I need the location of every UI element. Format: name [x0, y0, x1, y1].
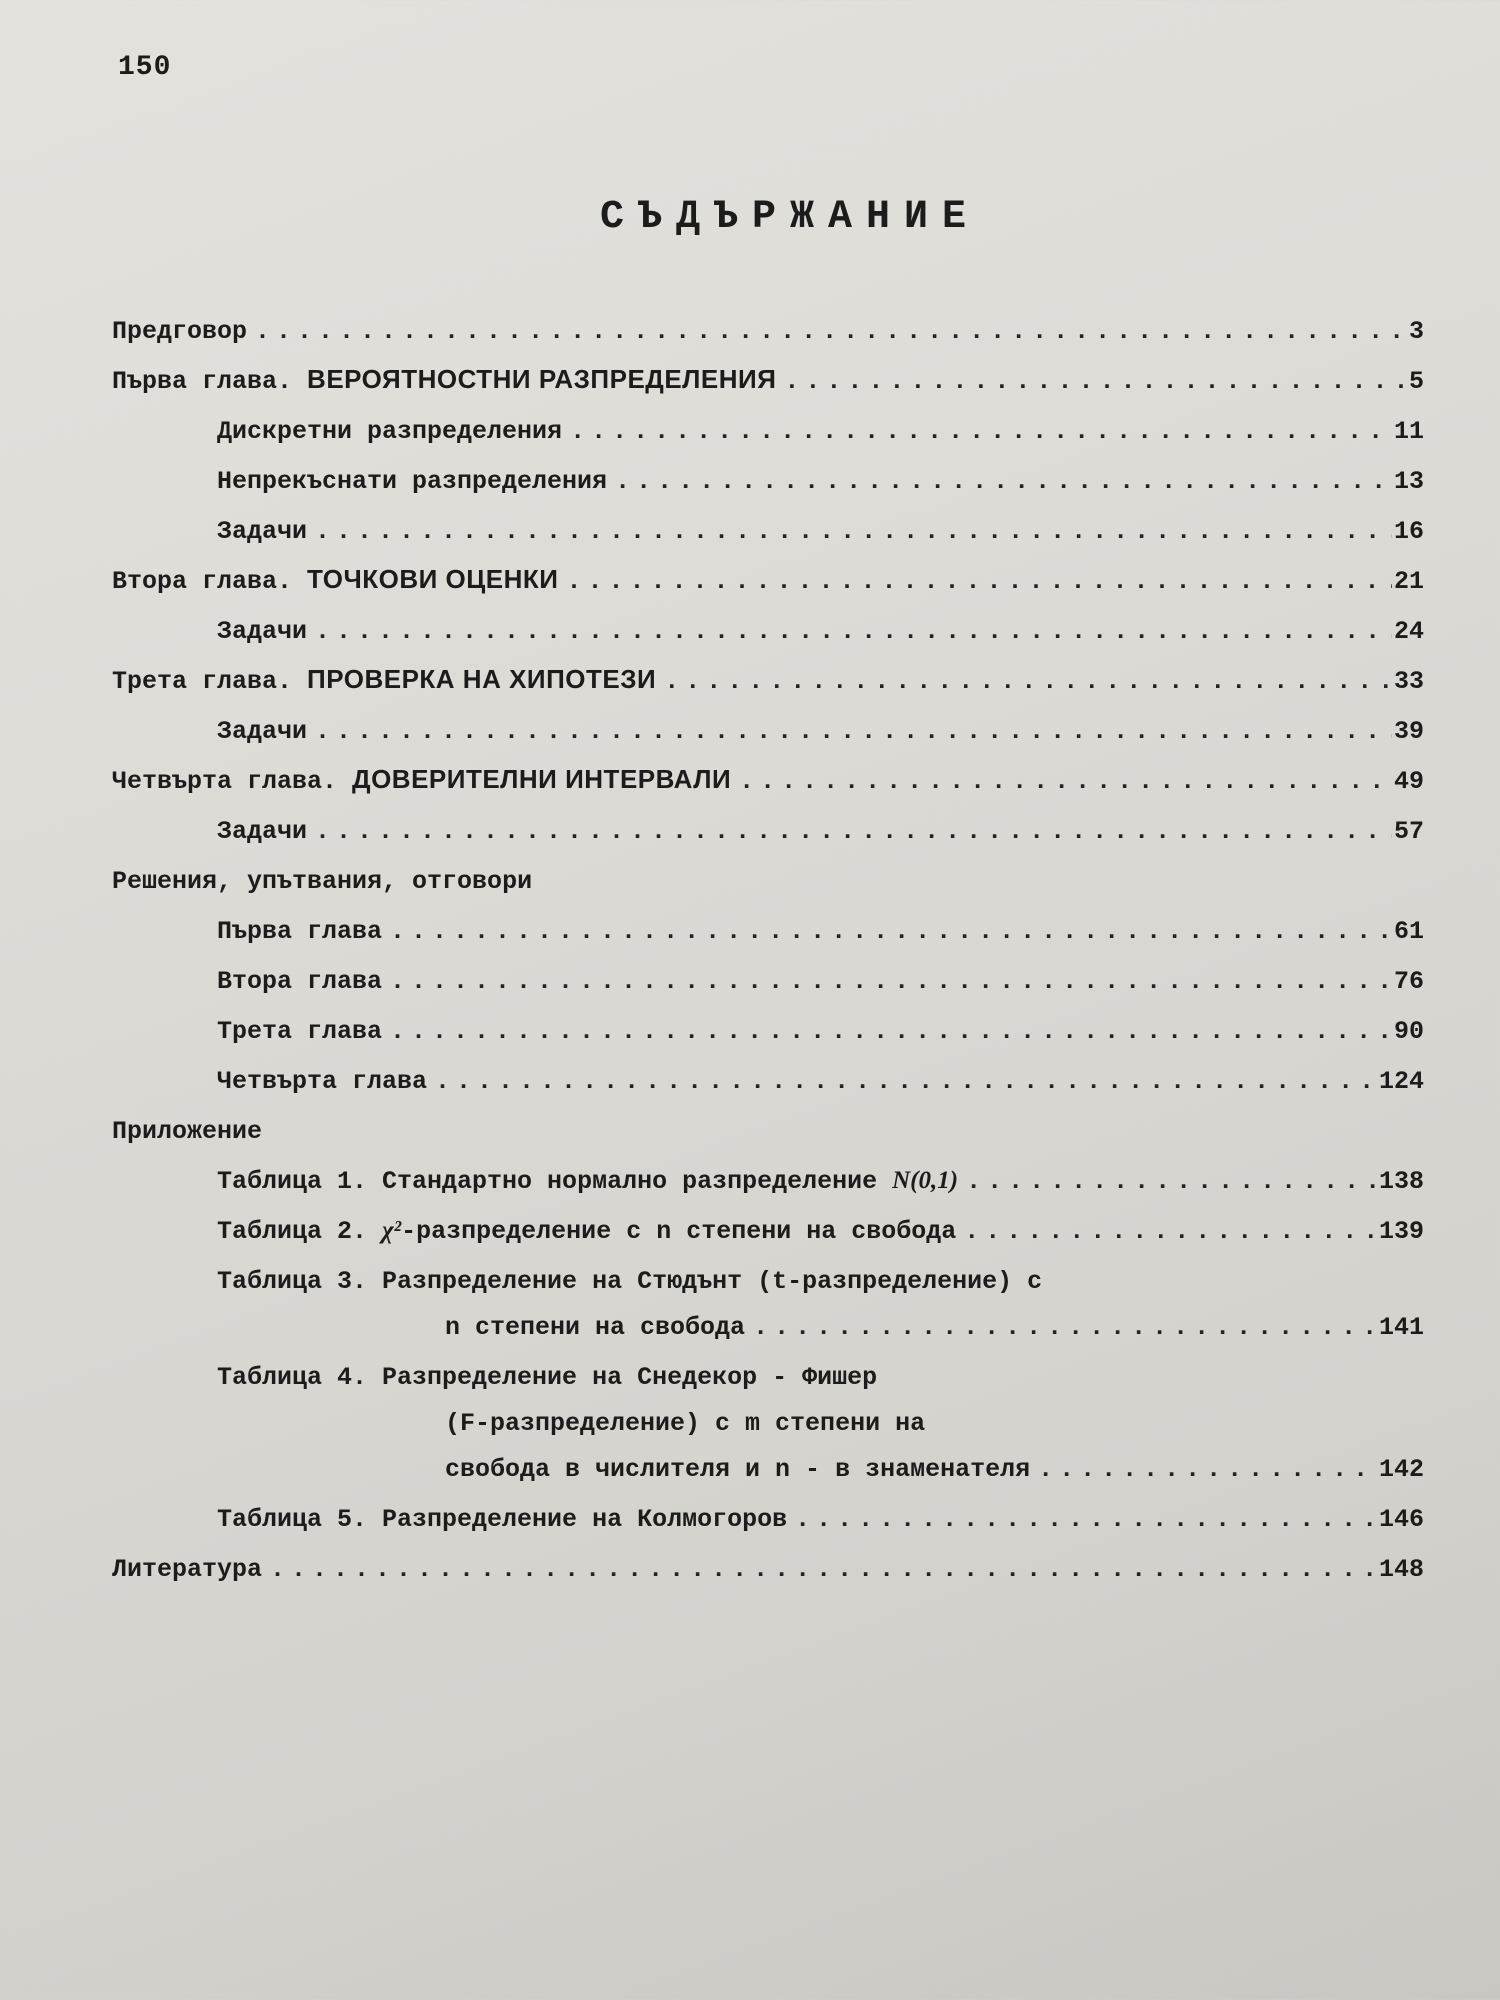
toc-entry-page: 21 — [1393, 567, 1424, 596]
toc-entry-label: (F-разпределение) с m степени на — [445, 1409, 926, 1438]
toc-entry — [112, 996, 1424, 1046]
toc-entry-continuation — [112, 1392, 1424, 1438]
chapter-title: ДОВЕРИТЕЛНИ ИНТЕРВАЛИ — [352, 764, 732, 794]
chapter-prefix: Първа глава. — [112, 367, 308, 396]
toc-entry-label: n степени на свобода — [445, 1313, 746, 1342]
math-notation: N(0,1) — [892, 1167, 959, 1194]
toc-entry-page: 139 — [1378, 1217, 1424, 1246]
dot-leader — [315, 719, 1392, 746]
toc-entry-page: 33 — [1393, 667, 1424, 696]
dot-leader — [1038, 1457, 1377, 1484]
toc-entry — [112, 546, 1424, 596]
toc-entry-label: Литература — [112, 1555, 263, 1584]
toc-entry — [112, 946, 1424, 996]
page-title: СЪДЪРЖАНИЕ — [599, 195, 981, 240]
toc-entry-page: 76 — [1393, 967, 1424, 996]
toc-entry — [112, 696, 1424, 746]
dot-leader — [390, 969, 1392, 996]
dot-leader — [570, 419, 1392, 446]
toc-entry — [112, 796, 1424, 846]
toc-section-heading — [112, 1096, 1424, 1146]
table-prefix: Таблица 5. — [217, 1505, 383, 1534]
toc-entry-label: Решения, упътвания, отговори — [112, 867, 533, 896]
toc-entry-label: Предговор — [112, 317, 248, 346]
dot-leader — [390, 919, 1392, 946]
table-title: -разпределение с n степени на свобода — [401, 1217, 957, 1246]
chapter-prefix: Трета глава. — [112, 667, 308, 696]
toc-entry — [112, 646, 1424, 696]
chapter-title: ТОЧКОВИ ОЦЕНКИ — [307, 564, 559, 594]
toc-entry-label — [112, 664, 664, 696]
toc-entry — [112, 1484, 1424, 1534]
toc-entry-continuation — [112, 1438, 1424, 1484]
toc-entry-label — [112, 564, 566, 596]
toc-entry — [112, 746, 1424, 796]
toc-entry-page: 124 — [1378, 1067, 1424, 1096]
toc-entry — [112, 296, 1424, 346]
table-title: Разпределение на Стюдънт (t-разпределение) с — [382, 1267, 1043, 1296]
toc-entry — [112, 896, 1424, 946]
toc-entry-page: 61 — [1393, 917, 1424, 946]
dot-leader — [315, 519, 1392, 546]
toc-entry-label: Първа глава — [217, 917, 383, 946]
toc-entry-continuation — [112, 1296, 1424, 1342]
table-title: Разпределение на Снедекор - Фишер — [382, 1363, 878, 1392]
dot-leader — [964, 1219, 1377, 1246]
dot-leader — [784, 369, 1407, 396]
toc-entry — [112, 1146, 1424, 1196]
toc-section-heading — [112, 846, 1424, 896]
toc-entry-page: 49 — [1393, 767, 1424, 796]
chapter-prefix: Четвърта глава. — [112, 767, 353, 796]
toc-entry-label: Приложение — [112, 1117, 263, 1146]
dot-leader — [390, 1019, 1392, 1046]
toc-entry — [112, 596, 1424, 646]
toc-entry — [112, 1246, 1424, 1296]
table-title: Стандартно нормално разпределение — [382, 1167, 893, 1196]
math-notation: χ² — [382, 1217, 402, 1244]
toc-entry-label — [217, 1167, 966, 1196]
toc-entry-page: 90 — [1393, 1017, 1424, 1046]
toc-entry — [112, 496, 1424, 546]
table-title: Разпределение на Колмогоров — [382, 1505, 788, 1534]
toc-entry-label: Задачи — [217, 617, 308, 646]
dot-leader — [739, 769, 1392, 796]
toc-entry — [112, 446, 1424, 496]
toc-entry-label — [217, 1267, 1050, 1296]
toc-entry — [112, 1534, 1424, 1584]
table-prefix: Таблица 2. — [217, 1217, 383, 1246]
dot-leader — [795, 1507, 1377, 1534]
chapter-prefix: Втора глава. — [112, 567, 308, 596]
toc-entry-label: Четвърта глава — [217, 1067, 428, 1096]
dot-leader — [966, 1169, 1377, 1196]
toc-entry — [112, 396, 1424, 446]
toc-entry-label: Задачи — [217, 717, 308, 746]
table-prefix: Таблица 4. — [217, 1363, 383, 1392]
toc-entry-label — [112, 364, 784, 396]
toc-entry-label: Непрекъснати разпределения — [217, 467, 608, 496]
toc-entry-label: Задачи — [217, 517, 308, 546]
toc-entry-label: свобода в числителя и n - в знаменателя — [445, 1455, 1031, 1484]
toc-entry-label — [217, 1217, 964, 1246]
toc-entry — [112, 1046, 1424, 1096]
toc-entry-label: Задачи — [217, 817, 308, 846]
table-of-contents — [112, 296, 1424, 1584]
toc-entry-label: Трета глава — [217, 1017, 383, 1046]
toc-entry-label: Дискретни разпределения — [217, 417, 563, 446]
toc-entry-label — [217, 1505, 795, 1534]
dot-leader — [753, 1315, 1377, 1342]
toc-entry-page: 39 — [1393, 717, 1424, 746]
toc-entry-page: 146 — [1378, 1505, 1424, 1534]
toc-entry-page: 11 — [1393, 417, 1424, 446]
chapter-title: ПРОВЕРКА НА ХИПОТЕЗИ — [307, 664, 657, 694]
dot-leader — [315, 819, 1392, 846]
toc-entry-page: 57 — [1393, 817, 1424, 846]
toc-entry-page: 24 — [1393, 617, 1424, 646]
dot-leader — [566, 569, 1392, 596]
dot-leader — [435, 1069, 1377, 1096]
toc-entry — [112, 346, 1424, 396]
toc-entry-page: 5 — [1408, 367, 1424, 396]
chapter-title: ВЕРОЯТНОСТНИ РАЗПРЕДЕЛЕНИЯ — [307, 364, 777, 394]
toc-entry-page: 16 — [1393, 517, 1424, 546]
table-prefix: Таблица 3. — [217, 1267, 383, 1296]
toc-entry — [112, 1196, 1424, 1246]
dot-leader — [270, 1557, 1377, 1584]
toc-entry-page: 13 — [1393, 467, 1424, 496]
toc-entry-page: 142 — [1378, 1455, 1424, 1484]
toc-entry-label: Втора глава — [217, 967, 383, 996]
toc-entry-page: 3 — [1408, 317, 1424, 346]
toc-entry-page: 148 — [1378, 1555, 1424, 1584]
toc-entry-page: 138 — [1378, 1167, 1424, 1196]
dot-leader — [664, 669, 1392, 696]
toc-entry-page: 141 — [1378, 1313, 1424, 1342]
page-number: 150 — [118, 52, 172, 83]
dot-leader — [615, 469, 1392, 496]
toc-entry — [112, 1342, 1424, 1392]
toc-entry-label — [112, 764, 739, 796]
dot-leader — [315, 619, 1392, 646]
table-prefix: Таблица 1. — [217, 1167, 383, 1196]
dot-leader — [255, 319, 1407, 346]
toc-entry-label — [217, 1363, 885, 1392]
